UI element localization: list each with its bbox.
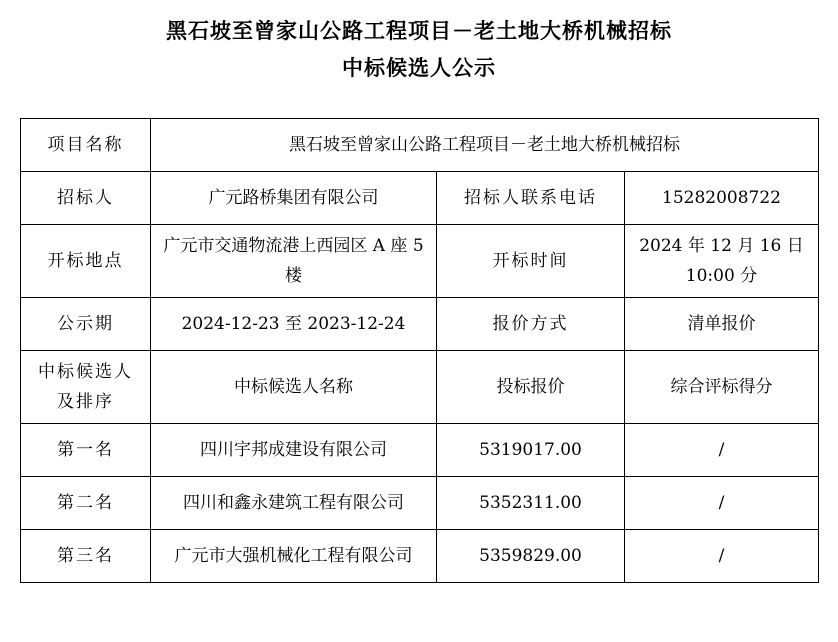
bid-opening-time-label: 开标时间 xyxy=(437,225,625,298)
tenderer-label: 招标人 xyxy=(21,172,151,225)
bid-opening-time-value: 2024 年 12 月 16 日 10:00 分 xyxy=(625,225,819,298)
candidate-price: 5319017.00 xyxy=(437,424,625,477)
candidate-rank: 第一名 xyxy=(21,424,151,477)
candidate-score-header: 综合评标得分 xyxy=(625,351,819,424)
quotation-method-value: 清单报价 xyxy=(625,298,819,351)
candidate-price: 5352311.00 xyxy=(437,477,625,530)
candidate-name: 广元市大强机械化工程有限公司 xyxy=(151,530,437,583)
table-row xyxy=(21,477,819,530)
table-row xyxy=(21,298,819,351)
project-name-value: 黑石坡至曾家山公路工程项目－老土地大桥机械招标 xyxy=(151,119,819,172)
page-title-line-1: 黑石坡至曾家山公路工程项目－老土地大桥机械招标 xyxy=(166,18,672,43)
candidate-rank: 第二名 xyxy=(21,477,151,530)
table-row xyxy=(21,225,819,298)
candidate-name: 四川宇邦成建设有限公司 xyxy=(151,424,437,477)
tenderer-phone-label: 招标人联系电话 xyxy=(437,172,625,225)
publicity-period-value: 2024-12-23 至 2023-12-24 xyxy=(151,298,437,351)
candidate-price-header: 投标报价 xyxy=(437,351,625,424)
candidate-score: / xyxy=(625,530,819,583)
candidate-rank-header: 中标候选人及排序 xyxy=(21,351,151,424)
table-row xyxy=(21,424,819,477)
tenderer-value: 广元路桥集团有限公司 xyxy=(151,172,437,225)
candidate-name-header: 中标候选人名称 xyxy=(151,351,437,424)
candidate-score: / xyxy=(625,477,819,530)
bid-announcement-table-wrapper xyxy=(20,118,818,583)
project-name-label: 项目名称 xyxy=(21,119,151,172)
table-row xyxy=(21,530,819,583)
table-row xyxy=(21,119,819,172)
publicity-period-label: 公示期 xyxy=(21,298,151,351)
bid-opening-place-label: 开标地点 xyxy=(21,225,151,298)
bid-announcement-table xyxy=(20,118,819,583)
candidate-score: / xyxy=(625,424,819,477)
page-title-line-2: 中标候选人公示 xyxy=(342,55,496,80)
page-title xyxy=(0,0,838,86)
quotation-method-label: 报价方式 xyxy=(437,298,625,351)
table-row xyxy=(21,172,819,225)
bid-opening-place-value: 广元市交通物流港上西园区 A 座 5 楼 xyxy=(151,225,437,298)
candidate-name: 四川和鑫永建筑工程有限公司 xyxy=(151,477,437,530)
tenderer-phone-value: 15282008722 xyxy=(625,172,819,225)
table-header-row xyxy=(21,351,819,424)
candidate-price: 5359829.00 xyxy=(437,530,625,583)
candidate-rank: 第三名 xyxy=(21,530,151,583)
